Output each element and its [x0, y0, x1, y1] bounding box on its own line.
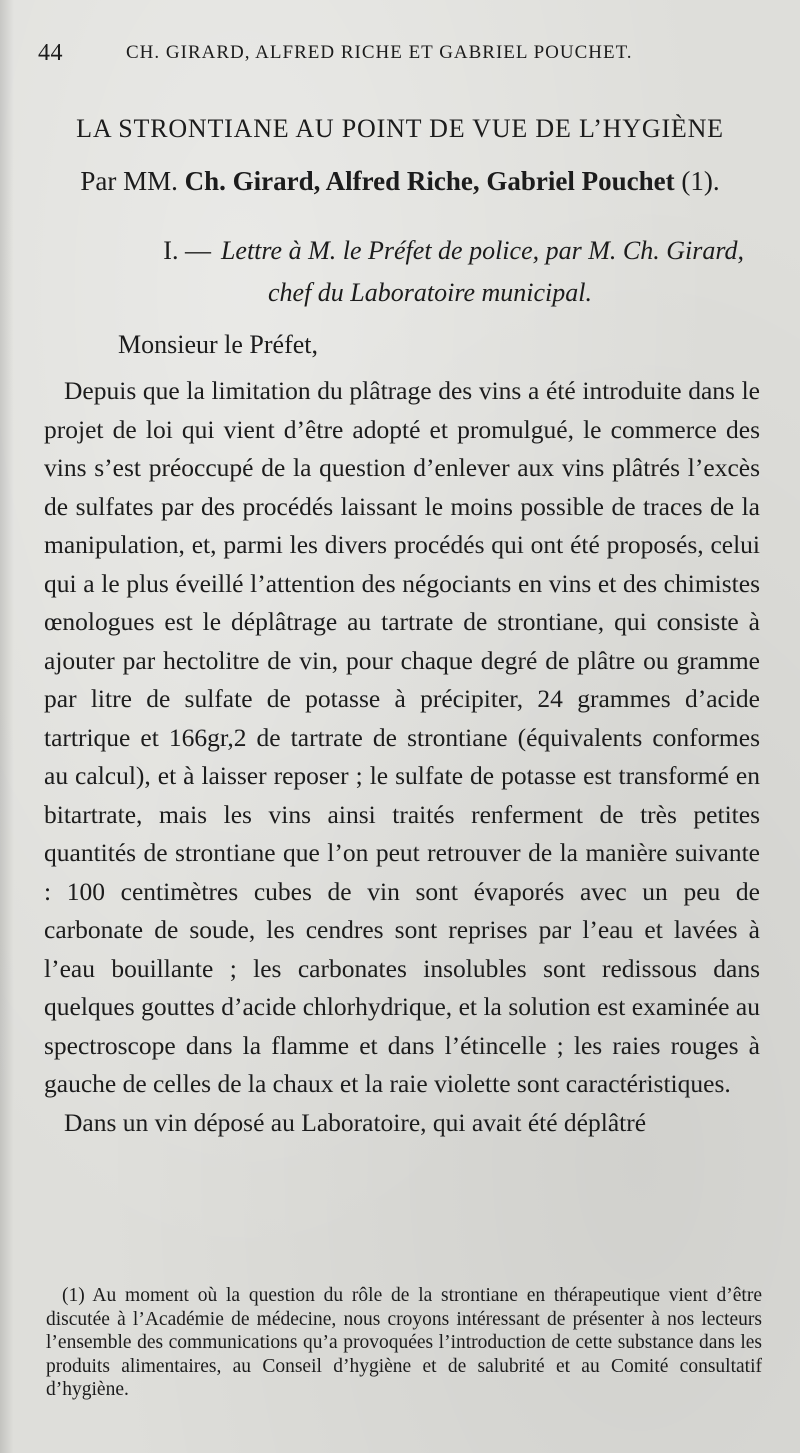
- page-edge-shadow: [0, 0, 14, 1453]
- section-heading: [60, 230, 760, 314]
- paragraph-1: Depuis que la limitation du plâtrage des vins a été introduite dans le projet de loi qui vient d’être adopté et promulgué, le commerce des vins s’est préoccupé de la question d’enlever aux vins plâtrés l’excès de sulfates par des procédés laissant le moins possible de traces de la manipulation, et, parmi les divers procédés qui ont été proposés, celui qui a le plus éveillé l’attention des négociants en vins et des chimistes œnologues est le déplâtrage au tartrate de strontiane, qui consiste à ajouter par hectolitre de vin, pour chaque degré de plâtre ou gramme par litre de sulfate de potasse à précipiter, 24 grammes d’acide tartrique et 166gr,2 de tartrate de strontiane (équivalents conformes au calcul), et à laisser reposer ; le sulfate de potasse est transformé en bitartrate, mais les vins ainsi traités renferment de très petites quantités de strontiane que l’on peut retrouver de la manière suivante : 100 centimètres cubes de vin sont évaporés avec un peu de carbonate de soude, les cendres sont reprises par l’eau et lavées à l’eau bouillante ; les carbonates insolubles sont redissous dans quelques gouttes d’acide chlorhydrique, et la solution est examinée au spectroscope dans la flamme et dans l’étincelle ; les raies rouges à gauche de celles de la chaux et la raie violette sont caractéristiques.: [44, 376, 760, 1098]
- authors-note-ref: (1).: [681, 166, 720, 196]
- page-number: 44: [38, 40, 63, 66]
- running-head: [38, 40, 758, 74]
- authors-line: [40, 166, 760, 197]
- footnote: (1) Au moment où la question du rôle de la strontiane en thérapeutique vient d’être discutée à l’Académie de médecine, nous croyons intéressant de présenter à nos lecteurs l’ensemble des communications qu’a provoquées l’introduction de cette substance dans les produits alimentaires, au Conseil d’hygiène et de salubrité et au Comité consultatif d’hygiène.: [46, 1285, 762, 1400]
- section-title-line-2: chef du Laboratoire municipal.: [267, 278, 592, 307]
- section-title-line-1: Lettre à M. le Préfet de police, par M. Ch. Girard,: [220, 236, 744, 265]
- article-title: LA STRONTIANE AU POINT DE VUE DE L’HYGIÈNE: [76, 114, 724, 143]
- salutation: Monsieur le Préfet,: [118, 330, 319, 359]
- section-number: I. —: [163, 236, 211, 265]
- running-title: CH. GIRARD, ALFRED RICHE ET GABRIEL POUCHET.: [126, 42, 633, 63]
- body-text: [44, 372, 760, 1142]
- authors-prefix: Par MM.: [80, 166, 178, 196]
- authors-names: Ch. Girard, Alfred Riche, Gabriel Pouchet: [184, 166, 675, 196]
- paragraph-2: Dans un vin déposé au Laboratoire, qui avait été déplâtré: [64, 1107, 647, 1137]
- section-heading-line-1: [60, 230, 760, 272]
